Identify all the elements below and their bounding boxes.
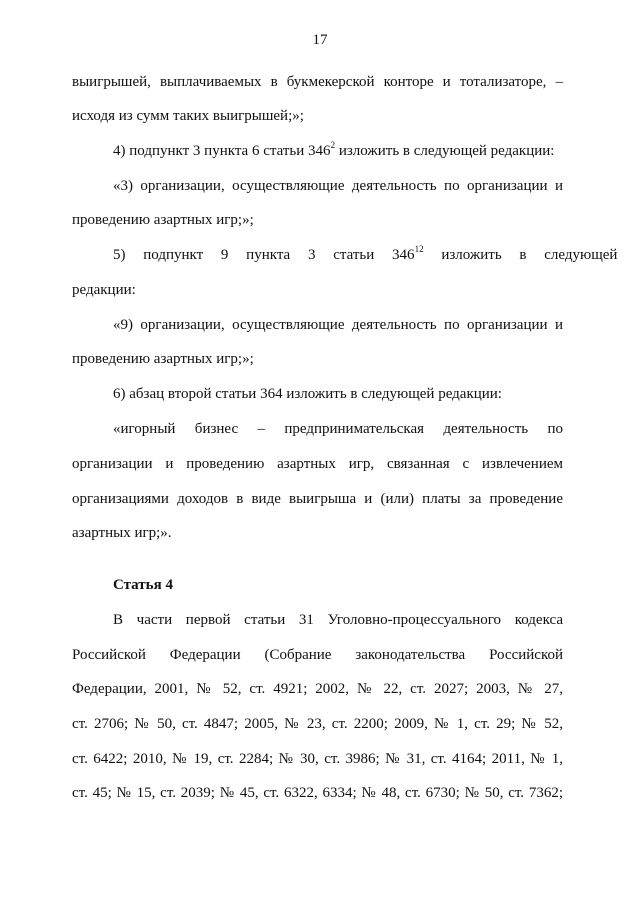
text-line: азартных игр;». [72,525,172,541]
text-line: организации и проведению азартных игр, связанная с извлечением [72,456,563,472]
text-line: организациями доходов в виде выигрыша и (или) платы за проведение [72,491,563,507]
text-line: Российской Федерации (Собрание законодательства Российской [72,647,563,663]
article-heading: Статья 4 [113,577,173,593]
text-line: проведению азартных игр;»; [72,212,254,228]
text-line: ст. 2706; № 50, ст. 4847; 2005, № 23, ст. 2200; 2009, № 1, ст. 29; № 52, [72,716,563,732]
text-line: исходя из сумм таких выигрышей;»; [72,108,304,124]
text-line: «игорный бизнес – предпринимательская деятельность по [113,421,563,437]
superscript: 2 [330,140,336,150]
text-span: 4) подпункт 3 пункта 6 статьи 346 [113,143,331,159]
text-line [113,141,563,161]
text-line: выигрышей, выплачиваемых в букмекерской конторе и тотализаторе, – [72,74,563,90]
text-span: изложить в следующей [423,247,618,263]
text-line [113,244,618,265]
text-line: «9) организации, осуществляющие деятельность по организации и [113,317,563,333]
text-line: редакции: [72,282,136,298]
text-span: 5) подпункт 9 пункта 3 статьи 346 [113,247,415,263]
text-line: «3) организации, осуществляющие деятельность по организации и [113,178,563,194]
text-line: проведению азартных игр;»; [72,351,254,367]
text-line: 6) абзац второй статьи 364 изложить в следующей редакции: [113,386,502,402]
text-span: изложить в следующей редакции: [335,143,555,159]
page-number: 17 [312,32,328,48]
text-line: ст. 6422; 2010, № 19, ст. 2284; № 30, ст. 3986; № 31, ст. 4164; 2011, № 1, [72,751,563,767]
text-span [415,245,618,265]
text-line: В части первой статьи 31 Уголовно-процессуального кодекса [113,612,563,628]
superscript: 12 [414,244,424,254]
text-line: Федерации, 2001, № 52, ст. 4921; 2002, № 22, ст. 2027; 2003, № 27, [72,681,563,697]
text-line: ст. 45; № 15, ст. 2039; № 45, ст. 6322, 6334; № 48, ст. 6730; № 50, ст. 7362; [72,785,563,801]
